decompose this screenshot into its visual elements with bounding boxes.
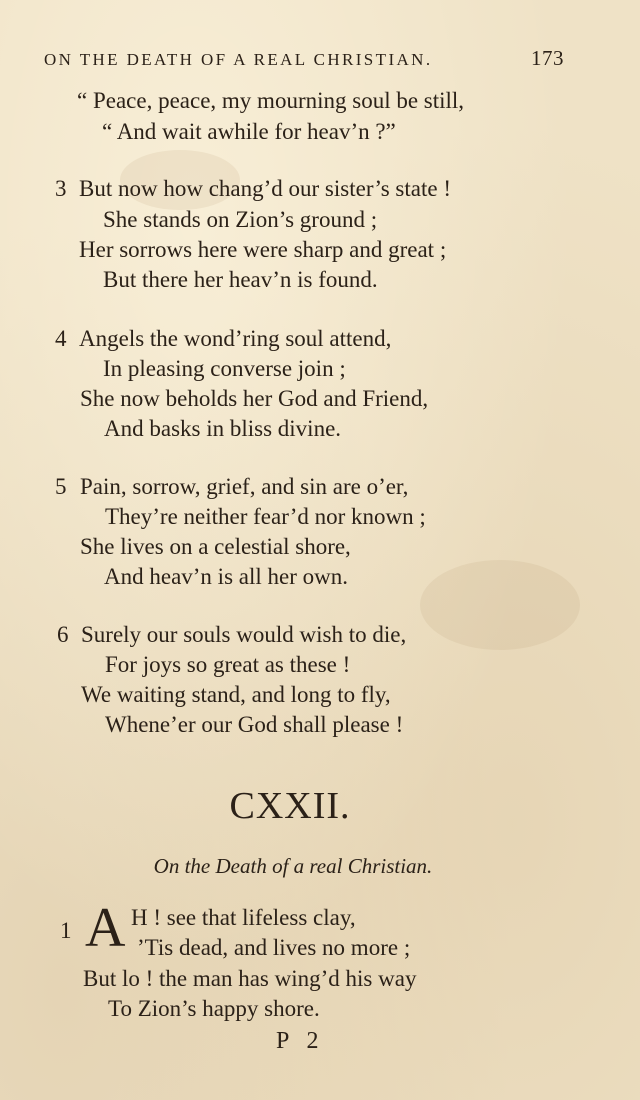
stanza-number: 3 bbox=[55, 176, 67, 201]
page-number: 173 bbox=[531, 46, 564, 70]
verse-line: In pleasing converse join ; bbox=[103, 356, 346, 381]
verse-line: But lo ! the man has wing’d his way bbox=[83, 966, 417, 991]
verse-line: For joys so great as these ! bbox=[105, 652, 351, 677]
verse-line: But now how chang’d our sister’s state ! bbox=[79, 176, 451, 201]
verse-line: ’Tis dead, and lives no more ; bbox=[137, 935, 411, 960]
verse-line: H ! see that lifeless clay, bbox=[131, 905, 356, 930]
drop-cap: A bbox=[85, 897, 126, 959]
verse-line: “ And wait awhile for heav’n ?” bbox=[102, 119, 396, 144]
verse-line: We waiting stand, and long to fly, bbox=[81, 682, 391, 707]
verse-line: She stands on Zion’s ground ; bbox=[103, 207, 378, 232]
verse-line: But there her heav’n is found. bbox=[103, 267, 378, 292]
verse-line: And heav’n is all her own. bbox=[104, 564, 348, 589]
hymn-title: On the Death of a real Christian. bbox=[153, 854, 433, 878]
stanza-number: 5 bbox=[55, 474, 67, 499]
stanza-number: 1 bbox=[60, 918, 72, 943]
verse-line: They’re neither fear’d nor known ; bbox=[105, 504, 426, 529]
verse-line: She lives on a celestial shore, bbox=[80, 534, 351, 559]
verse-line: And basks in bliss divine. bbox=[104, 416, 342, 441]
verse-line: Whene’er our God shall please ! bbox=[105, 712, 404, 737]
paper-stain bbox=[420, 560, 580, 650]
stanza-number: 4 bbox=[55, 326, 67, 351]
verse-line: Surely our souls would wish to die, bbox=[81, 622, 407, 647]
verse-line: “ Peace, peace, my mourning soul be still, bbox=[77, 88, 465, 113]
verse-line: Angels the wond’ring soul attend, bbox=[79, 326, 392, 351]
signature-mark: P 2 bbox=[276, 1028, 325, 1054]
hymn-number: CXXII. bbox=[229, 785, 351, 827]
verse-line: Her sorrows here were sharp and great ; bbox=[79, 237, 447, 262]
page-header bbox=[44, 46, 564, 76]
running-title: ON THE DEATH OF A REAL CHRISTIAN. bbox=[44, 50, 433, 69]
stanza-number: 6 bbox=[57, 622, 69, 647]
verse-line: She now beholds her God and Friend, bbox=[80, 386, 429, 411]
verse-line: Pain, sorrow, grief, and sin are o’er, bbox=[80, 474, 409, 499]
verse-line: To Zion’s happy shore. bbox=[108, 996, 320, 1021]
